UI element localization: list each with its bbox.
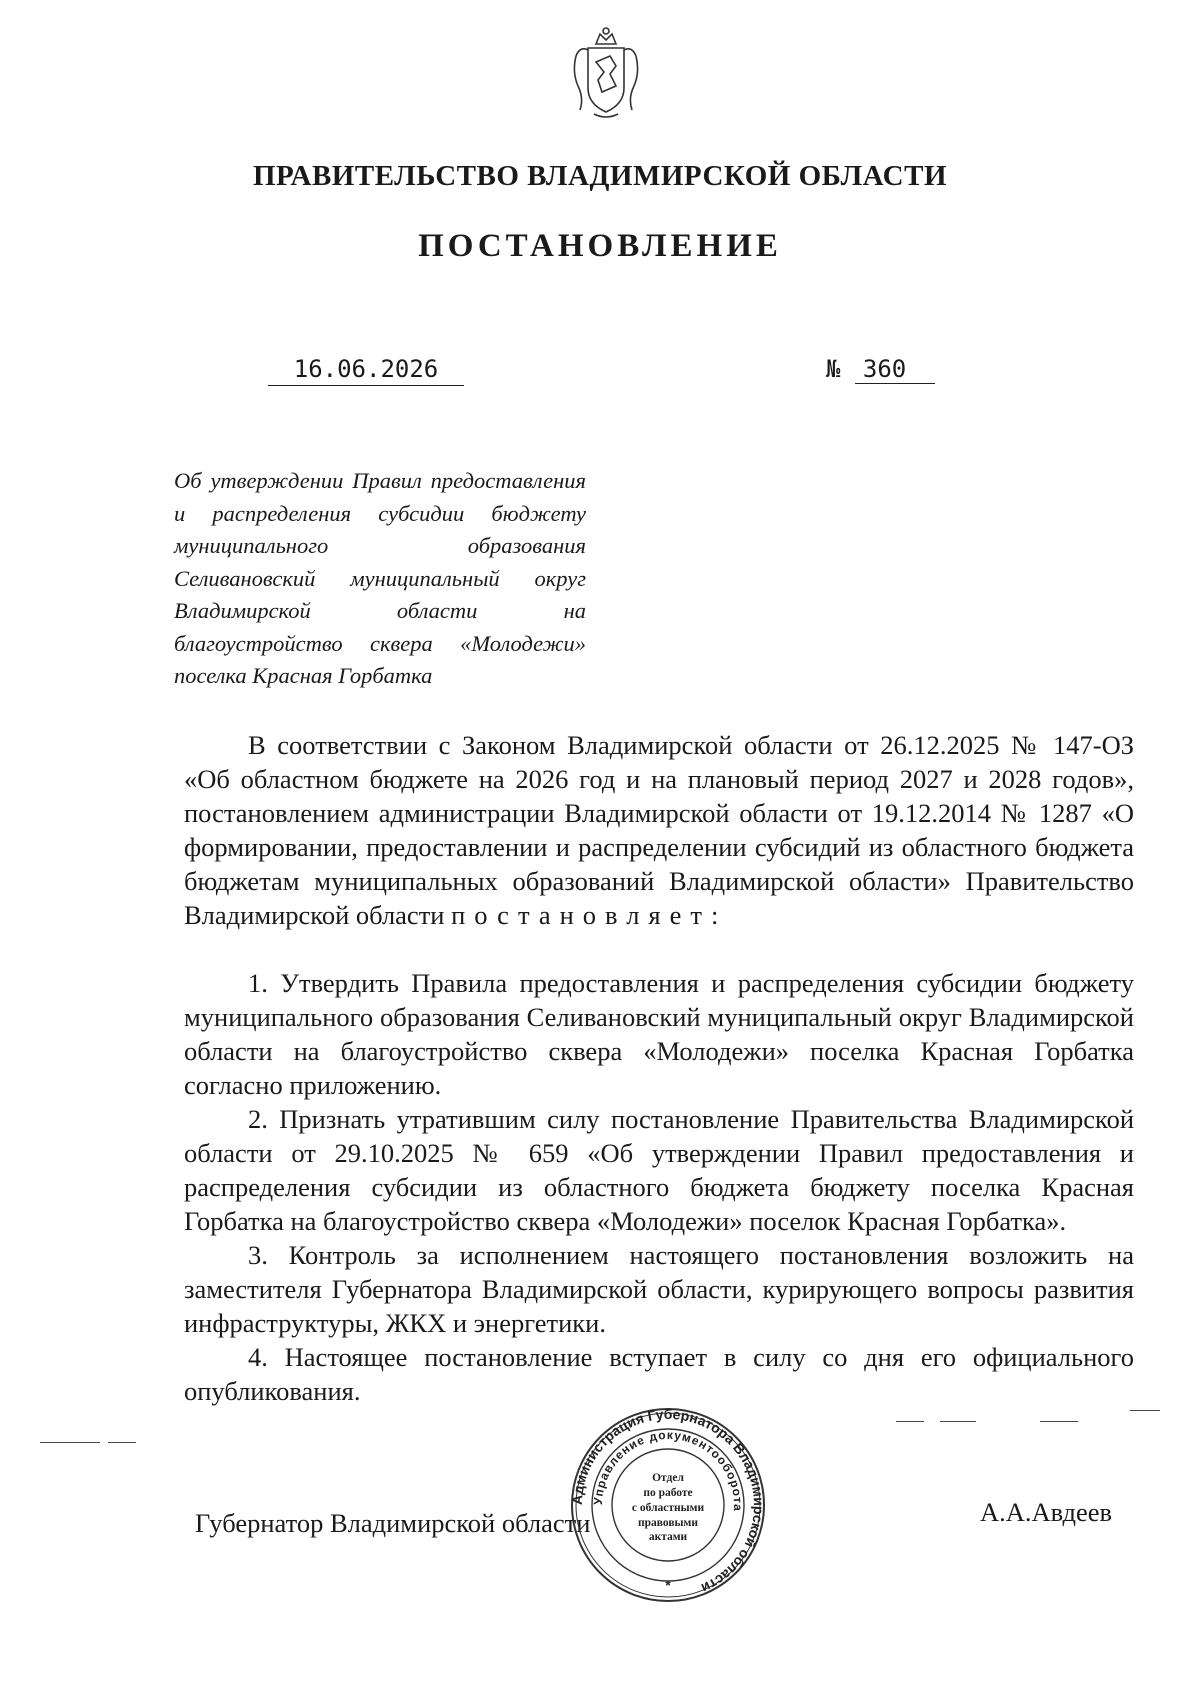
stamp-center-line-1: Отдел (652, 1472, 684, 1484)
stamp-center-line-4: правовыми (637, 1517, 699, 1529)
item-3: 3. Контроль за исполнением настоящего постановления возложить на заместителя Губернатора Владимирской области, курирующего вопросы развития инфраструктуры, ЖКХ и энергетики. (184, 1240, 1134, 1338)
document-body (184, 728, 1134, 1408)
stamp-center-line-2: по работе (643, 1487, 693, 1499)
document-number-block (826, 355, 935, 384)
document-type: ПОСТАНОВЛЕНИЕ (418, 228, 782, 264)
stamp-outer-ring: Администрация Губернатора Владимирской области (568, 1405, 768, 1597)
coat-of-arms-emblem (566, 26, 646, 122)
signatory-title: Губернатор Владимирской области (195, 1508, 591, 1538)
signatory-name: А.А.Авдеев (980, 1497, 1113, 1527)
stamp-center-line-3: с областными (631, 1502, 705, 1514)
stamp-inner-ring: Управление документооборота (590, 1427, 746, 1513)
document-subject: Об утверждении Правил предоставления и распределения субсидии бюджету муниципального образования Селивановский муниципальный округ Владимирской области на благоустройство сквера «Молодежи» поселка Красная Горбатка (174, 468, 586, 688)
organization-name: ПРАВИТЕЛЬСТВО ВЛАДИМИРСКОЙ ОБЛАСТИ (252, 160, 948, 192)
item-1: 1. Утвердить Правила предоставления и распределения субсидии бюджету муниципального образования Селивановский муниципальный округ Владимирской области на благоустройство сквера «Молодежи» поселка Красная Горбатка согласно приложению. (184, 968, 1134, 1100)
item-4: 4. Настоящее постановление вступает в силу со дня его официального опубликования. (184, 1342, 1134, 1406)
preamble-text: В соответствии с Законом Владимирской области от 26.12.2025 № 147-ОЗ «Об областном бюджете на 2026 год и на плановый период 2027 и 2028 годов», постановлением администрации Владимирской области от 19.12.2014 № 1287 «О формировании, предоставлении и распределении субсидий из областного бюджета бюджетам муниципальных образований Владимирской области» Правительство Владимирской области (184, 730, 1134, 930)
document-number: 360 (855, 355, 935, 384)
number-sign: № (826, 355, 841, 383)
official-stamp (568, 1405, 768, 1605)
resolves-word: постановляет: (451, 900, 728, 930)
stamp-center-line-5: актами (648, 1531, 688, 1543)
document-date: 16.06.2026 (268, 355, 464, 386)
preamble (184, 728, 1134, 932)
item-2: 2. Признать утратившим силу постановление Правительства Владимирской области от 29.10.2025 № 659 «Об утверждении Правил предоставления и распределения субсидии из областного бюджета бюджету поселка Красная Горбатка на благоустройство сквера «Молодежи» поселок Красная Горбатка». (184, 1104, 1134, 1236)
stamp-star: * (665, 1577, 671, 1593)
